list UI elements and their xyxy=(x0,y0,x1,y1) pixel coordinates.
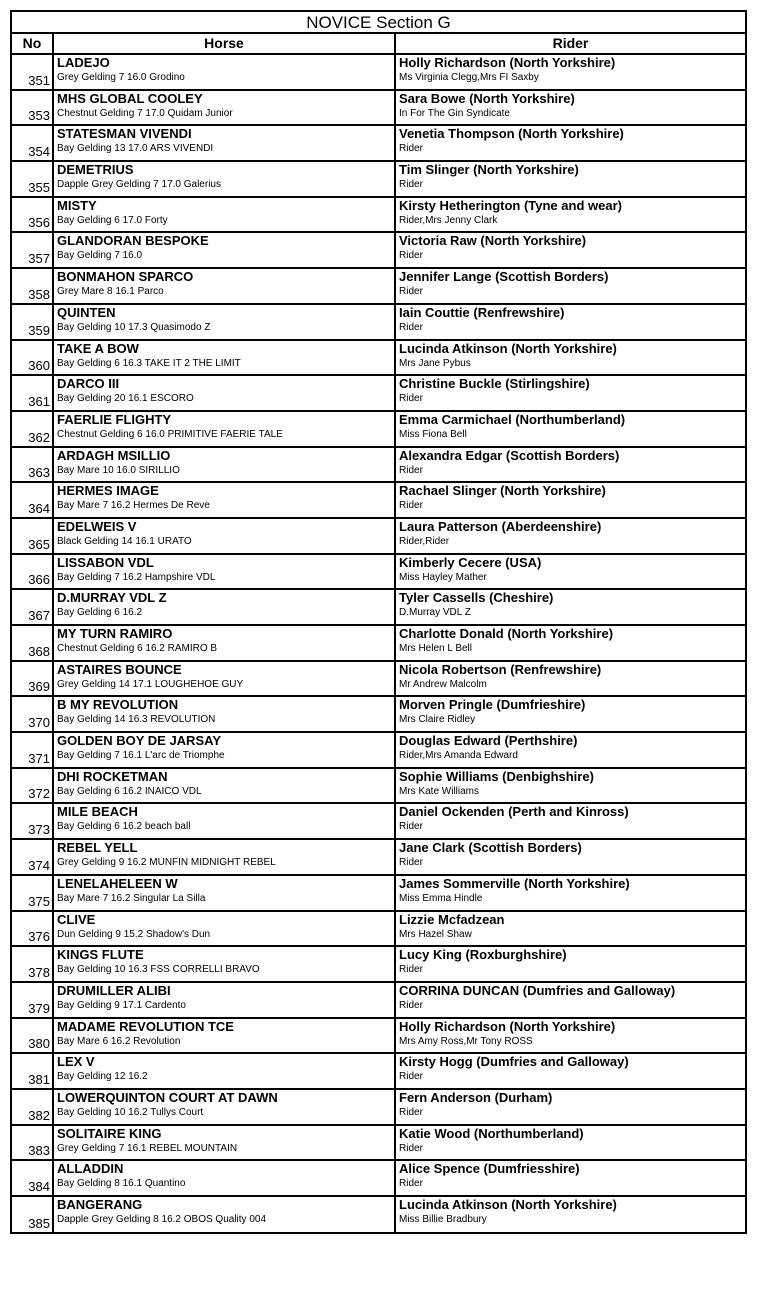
owner-name: D.Murray VDL Z xyxy=(399,607,471,619)
rider-cell xyxy=(395,482,745,518)
horse-cell xyxy=(53,197,395,233)
horse-name: MY TURN RAMIRO xyxy=(57,626,173,641)
rider-name: Christine Buckle (Stirlingshire) xyxy=(399,376,590,392)
horse-cell xyxy=(53,54,395,90)
table-row xyxy=(12,946,745,982)
horse-cell xyxy=(53,803,395,839)
horse-name: GLANDORAN BESPOKE xyxy=(57,233,209,249)
owner-name: Mrs Hazel Shaw xyxy=(399,928,472,940)
rider-cell xyxy=(395,732,745,768)
rider-cell xyxy=(395,1196,745,1232)
rider-name: Lucinda Atkinson (North Yorkshire) xyxy=(399,340,617,356)
horse-cell xyxy=(53,268,395,304)
horse-details: Bay Gelding 10 16.2 Tullys Court xyxy=(57,1106,204,1118)
rider-name: Tim Slinger (North Yorkshire) xyxy=(399,162,579,178)
rider-cell xyxy=(395,1053,745,1089)
table-row xyxy=(12,411,745,447)
rider-cell xyxy=(395,161,745,197)
entry-number: 381 xyxy=(12,1053,53,1089)
rider-name: Victoria Raw (North Yorkshire) xyxy=(399,233,587,249)
horse-details: Bay Gelding 6 16.2 xyxy=(57,607,143,619)
horse-name: BONMAHON SPARCO xyxy=(57,269,194,285)
horse-details: Bay Gelding 6 16.2 INAICO VDL xyxy=(57,785,202,797)
horse-details: Grey Gelding 9 16.2 MUNFIN MIDNIGHT REBEL xyxy=(57,857,276,869)
table-row xyxy=(12,125,745,161)
rider-cell xyxy=(395,982,745,1018)
owner-name: Rider xyxy=(399,999,423,1011)
rider-name: Fern Anderson (Durham) xyxy=(399,1089,553,1105)
entry-number: 353 xyxy=(12,90,53,126)
horse-name: REBEL YELL xyxy=(57,840,138,856)
entry-number: 372 xyxy=(12,768,53,804)
horse-name: LEX V xyxy=(57,1054,95,1070)
rider-name: James Sommerville (North Yorkshire) xyxy=(399,875,630,891)
rider-cell xyxy=(395,232,745,268)
table-row xyxy=(12,304,745,340)
header-row xyxy=(12,34,745,54)
owner-name: Rider xyxy=(399,179,423,191)
entry-number: 356 xyxy=(12,197,53,233)
horse-details: Grey Mare 8 16.1 Parco xyxy=(57,286,164,298)
horse-name: HERMES IMAGE xyxy=(57,483,159,499)
rider-cell xyxy=(395,839,745,875)
horse-cell xyxy=(53,518,395,554)
header-rider: Rider xyxy=(395,34,745,54)
horse-cell xyxy=(53,625,395,661)
table-row xyxy=(12,768,745,804)
table-row xyxy=(12,1018,745,1054)
horse-name: GOLDEN BOY DE JARSAY xyxy=(57,733,221,749)
entry-number: 361 xyxy=(12,375,53,411)
rider-cell xyxy=(395,625,745,661)
rider-name: Morven Pringle (Dumfrieshire) xyxy=(399,697,586,713)
table-row xyxy=(12,803,745,839)
owner-name: Miss Fiona Bell xyxy=(399,428,467,440)
owner-name: Rider xyxy=(399,321,423,333)
horse-cell xyxy=(53,1125,395,1161)
table-row xyxy=(12,1053,745,1089)
horse-details: Chestnut Gelding 7 17.0 Quidam Junior xyxy=(57,107,233,119)
entries-table xyxy=(12,34,745,1232)
entry-number: 385 xyxy=(12,1196,53,1232)
entry-number: 368 xyxy=(12,625,53,661)
horse-details: Chestnut Gelding 6 16.2 RAMIRO B xyxy=(57,643,218,654)
horse-name: LOWERQUINTON COURT AT DAWN xyxy=(57,1089,278,1105)
table-row xyxy=(12,1196,745,1232)
horse-cell xyxy=(53,589,395,625)
rider-name: CORRINA DUNCAN (Dumfries and Galloway) xyxy=(399,982,676,998)
entry-number: 373 xyxy=(12,803,53,839)
owner-name: In For The Gin Syndicate xyxy=(399,107,510,119)
owner-name: Rider,Mrs Jenny Clark xyxy=(399,214,498,226)
entry-number: 378 xyxy=(12,946,53,982)
horse-cell xyxy=(53,768,395,804)
rider-cell xyxy=(395,911,745,947)
rider-cell xyxy=(395,1018,745,1054)
horse-details: Dapple Grey Gelding 8 16.2 OBOS Quality 004 xyxy=(57,1214,267,1225)
horse-details: Bay Mare 10 16.0 SIRILLIO xyxy=(57,464,180,476)
horse-name: DRUMILLER ALIBI xyxy=(57,982,171,998)
rider-name: Charlotte Donald (North Yorkshire) xyxy=(399,626,614,641)
horse-name: CLIVE xyxy=(57,911,96,927)
owner-name: Rider xyxy=(399,250,423,262)
horse-details: Bay Mare 7 16.2 Hermes De Reve xyxy=(57,500,210,512)
owner-name: Rider xyxy=(399,821,423,833)
rider-name: Emma Carmichael (Northumberland) xyxy=(399,411,626,427)
table-row xyxy=(12,661,745,697)
rider-cell xyxy=(395,1125,745,1161)
entry-number: 375 xyxy=(12,875,53,911)
entry-number: 359 xyxy=(12,304,53,340)
horse-cell xyxy=(53,732,395,768)
owner-name: Rider xyxy=(399,857,423,869)
entry-number: 374 xyxy=(12,839,53,875)
horse-details: Bay Gelding 12 16.2 xyxy=(57,1071,148,1083)
horse-cell xyxy=(53,232,395,268)
rider-cell xyxy=(395,125,745,161)
rider-cell xyxy=(395,411,745,447)
table-row xyxy=(12,732,745,768)
owner-name: Ms Virginia Clegg,Mrs FI Saxby xyxy=(399,72,539,83)
entry-number: 360 xyxy=(12,340,53,376)
horse-cell xyxy=(53,447,395,483)
entry-number: 367 xyxy=(12,589,53,625)
table-row xyxy=(12,696,745,732)
entries-body xyxy=(12,54,745,1232)
entry-number: 351 xyxy=(12,54,53,90)
owner-name: Rider xyxy=(399,464,423,476)
horse-name: BANGERANG xyxy=(57,1197,143,1212)
table-row xyxy=(12,911,745,947)
horse-details: Bay Gelding 6 17.0 Forty xyxy=(57,214,168,226)
horse-details: Bay Gelding 9 17.1 Cardento xyxy=(57,999,186,1011)
table-row xyxy=(12,161,745,197)
horse-name: TAKE A BOW xyxy=(57,340,139,356)
table-row xyxy=(12,518,745,554)
table-row xyxy=(12,1089,745,1125)
owner-name: Rider,Mrs Amanda Edward xyxy=(399,750,518,762)
horse-name: MISTY xyxy=(57,197,97,213)
owner-name: Mrs Jane Pybus xyxy=(399,357,471,369)
rider-cell xyxy=(395,661,745,697)
owner-name: Rider xyxy=(399,393,423,405)
horse-name: SOLITAIRE KING xyxy=(57,1125,162,1141)
entry-number: 357 xyxy=(12,232,53,268)
rider-cell xyxy=(395,589,745,625)
rider-name: Holly Richardson (North Yorkshire) xyxy=(399,55,616,70)
table-row xyxy=(12,268,745,304)
owner-name: Rider xyxy=(399,500,423,512)
entry-number: 354 xyxy=(12,125,53,161)
rider-name: Laura Patterson (Aberdeenshire) xyxy=(399,518,602,534)
table-row xyxy=(12,375,745,411)
horse-name: B MY REVOLUTION xyxy=(57,697,179,713)
table-row xyxy=(12,197,745,233)
rider-cell xyxy=(395,197,745,233)
table-row xyxy=(12,625,745,661)
horse-cell xyxy=(53,90,395,126)
horse-details: Chestnut Gelding 6 16.0 PRIMITIVE FAERIE TALE xyxy=(57,428,283,440)
horse-name: QUINTEN xyxy=(57,304,116,320)
horse-name: FAERLIE FLIGHTY xyxy=(57,411,172,427)
horse-cell xyxy=(53,875,395,911)
rider-cell xyxy=(395,875,745,911)
horse-cell xyxy=(53,340,395,376)
owner-name: Rider xyxy=(399,1142,423,1154)
table-row xyxy=(12,447,745,483)
horse-details: Bay Gelding 14 16.3 REVOLUTION xyxy=(57,714,216,726)
entry-number: 379 xyxy=(12,982,53,1018)
table-row xyxy=(12,340,745,376)
rider-name: Kimberly Cecere (USA) xyxy=(399,554,542,570)
horse-cell xyxy=(53,304,395,340)
table-row xyxy=(12,554,745,590)
horse-cell xyxy=(53,911,395,947)
rider-cell xyxy=(395,768,745,804)
owner-name: Rider xyxy=(399,964,423,976)
rider-name: Venetia Thompson (North Yorkshire) xyxy=(399,126,624,142)
horse-details: Bay Mare 6 16.2 Revolution xyxy=(57,1035,181,1047)
horse-name: MHS GLOBAL COOLEY xyxy=(57,90,203,106)
entry-number: 362 xyxy=(12,411,53,447)
table-row xyxy=(12,1160,745,1196)
entry-number: 371 xyxy=(12,732,53,768)
horse-details: Bay Gelding 8 16.1 Quantino xyxy=(57,1178,186,1190)
rider-cell xyxy=(395,554,745,590)
horse-cell xyxy=(53,125,395,161)
horse-cell xyxy=(53,982,395,1018)
entry-number: 383 xyxy=(12,1125,53,1161)
horse-name: MILE BEACH xyxy=(57,804,138,820)
entry-number: 365 xyxy=(12,518,53,554)
horse-name: ALLADDIN xyxy=(57,1161,124,1177)
horse-details: Bay Gelding 10 16.3 FSS CORRELLI BRAVO xyxy=(57,964,260,976)
entry-number: 363 xyxy=(12,447,53,483)
entry-number: 380 xyxy=(12,1018,53,1054)
horse-details: Bay Gelding 6 16.2 beach ball xyxy=(57,821,191,833)
rider-name: Lizzie Mcfadzean xyxy=(399,911,505,927)
entry-number: 358 xyxy=(12,268,53,304)
horse-name: DEMETRIUS xyxy=(57,162,134,178)
horse-details: Dapple Grey Gelding 7 17.0 Galerius xyxy=(57,179,221,191)
entry-number: 370 xyxy=(12,696,53,732)
rider-name: Tyler Cassells (Cheshire) xyxy=(399,590,554,606)
rider-name: Iain Couttie (Renfrewshire) xyxy=(399,304,565,320)
horse-name: D.MURRAY VDL Z xyxy=(57,590,167,606)
rider-name: Daniel Ockenden (Perth and Kinross) xyxy=(399,804,629,820)
owner-name: Rider xyxy=(399,1178,423,1190)
rider-name: Jane Clark (Scottish Borders) xyxy=(399,840,582,856)
horse-details: Bay Gelding 20 16.1 ESCORO xyxy=(57,393,194,405)
horse-details: Dun Gelding 9 15.2 Shadow's Dun xyxy=(57,928,211,940)
rider-cell xyxy=(395,803,745,839)
horse-name: LADEJO xyxy=(57,55,110,70)
rider-cell xyxy=(395,447,745,483)
owner-name: Mrs Amy Ross,Mr Tony ROSS xyxy=(399,1035,533,1047)
horse-cell xyxy=(53,1196,395,1232)
horse-name: DARCO III xyxy=(57,376,120,392)
rider-cell xyxy=(395,1160,745,1196)
table-row xyxy=(12,232,745,268)
rider-name: Nicola Robertson (Renfrewshire) xyxy=(399,661,602,677)
horse-details: Bay Gelding 7 16.0 xyxy=(57,250,143,262)
rider-name: Sophie Williams (Denbighshire) xyxy=(399,768,594,784)
rider-cell xyxy=(395,268,745,304)
owner-name: Rider xyxy=(399,1106,423,1118)
rider-name: Sara Bowe (North Yorkshire) xyxy=(399,90,575,106)
rider-name: Kirsty Hetherington (Tyne and wear) xyxy=(399,197,622,213)
rider-cell xyxy=(395,375,745,411)
horse-cell xyxy=(53,661,395,697)
horse-name: LISSABON VDL xyxy=(57,554,154,570)
horse-cell xyxy=(53,839,395,875)
table-row xyxy=(12,54,745,90)
horse-details: Bay Gelding 13 17.0 ARS VIVENDI xyxy=(57,143,214,155)
rider-name: Lucy King (Roxburghshire) xyxy=(399,947,567,963)
rider-cell xyxy=(395,304,745,340)
horse-cell xyxy=(53,411,395,447)
horse-name: KINGS FLUTE xyxy=(57,947,144,963)
horse-cell xyxy=(53,696,395,732)
table-row xyxy=(12,982,745,1018)
rider-name: Jennifer Lange (Scottish Borders) xyxy=(399,269,609,285)
rider-cell xyxy=(395,696,745,732)
horse-details: Bay Gelding 10 17.3 Quasimodo Z xyxy=(57,321,211,333)
horse-name: LENELAHELEEN W xyxy=(57,875,178,891)
horse-details: Bay Mare 7 16.2 Singular La Silla xyxy=(57,892,206,904)
header-horse: Horse xyxy=(53,34,395,54)
rider-cell xyxy=(395,518,745,554)
horse-cell xyxy=(53,554,395,590)
rider-name: Alice Spence (Dumfriesshire) xyxy=(399,1161,580,1177)
entry-number: 364 xyxy=(12,482,53,518)
horse-cell xyxy=(53,1018,395,1054)
horse-details: Black Gelding 14 16.1 URATO xyxy=(57,535,192,547)
horse-details: Grey Gelding 14 17.1 LOUGHEHOE GUY xyxy=(57,678,244,690)
owner-name: Mrs Helen L Bell xyxy=(399,643,472,654)
horse-cell xyxy=(53,161,395,197)
horse-details: Bay Gelding 6 16.3 TAKE IT 2 THE LIMIT xyxy=(57,357,241,369)
owner-name: Miss Emma Hindle xyxy=(399,892,483,904)
rider-name: Kirsty Hogg (Dumfries and Galloway) xyxy=(399,1054,629,1070)
owner-name: Miss Billie Bradbury xyxy=(399,1214,487,1225)
horse-details: Grey Gelding 7 16.0 Grodino xyxy=(57,72,185,83)
owner-name: Rider xyxy=(399,143,423,155)
horse-cell xyxy=(53,482,395,518)
entry-number: 366 xyxy=(12,554,53,590)
rider-name: Lucinda Atkinson (North Yorkshire) xyxy=(399,1197,617,1212)
entry-number: 382 xyxy=(12,1089,53,1125)
horse-name: STATESMAN VIVENDI xyxy=(57,126,192,142)
rider-name: Holly Richardson (North Yorkshire) xyxy=(399,1018,616,1034)
owner-name: Rider,Rider xyxy=(399,535,450,547)
rider-name: Douglas Edward (Perthshire) xyxy=(399,733,578,749)
rider-cell xyxy=(395,90,745,126)
horse-name: DHI ROCKETMAN xyxy=(57,768,168,784)
header-no: No xyxy=(12,34,53,54)
horse-name: ARDAGH MSILLIO xyxy=(57,447,171,463)
horse-cell xyxy=(53,1160,395,1196)
horse-cell xyxy=(53,946,395,982)
owner-name: Mr Andrew Malcolm xyxy=(399,678,487,690)
rider-cell xyxy=(395,1089,745,1125)
rider-cell xyxy=(395,340,745,376)
table-row xyxy=(12,90,745,126)
rider-name: Alexandra Edgar (Scottish Borders) xyxy=(399,447,620,463)
horse-name: EDELWEIS V xyxy=(57,518,137,534)
rider-name: Rachael Slinger (North Yorkshire) xyxy=(399,483,606,499)
entry-number: 384 xyxy=(12,1160,53,1196)
owner-name: Mrs Kate Williams xyxy=(399,785,480,797)
horse-details: Bay Gelding 7 16.2 Hampshire VDL xyxy=(57,571,216,583)
section-title: NOVICE Section G xyxy=(12,12,745,34)
owner-name: Miss Hayley Mather xyxy=(399,571,487,583)
rider-cell xyxy=(395,54,745,90)
table-row xyxy=(12,589,745,625)
horse-cell xyxy=(53,1089,395,1125)
table-row xyxy=(12,482,745,518)
entries-sheet xyxy=(10,10,747,1234)
rider-name: Katie Wood (Northumberland) xyxy=(399,1125,584,1141)
table-row xyxy=(12,1125,745,1161)
entry-number: 355 xyxy=(12,161,53,197)
horse-name: ASTAIRES BOUNCE xyxy=(57,661,182,677)
rider-cell xyxy=(395,946,745,982)
entry-number: 369 xyxy=(12,661,53,697)
horse-details: Grey Gelding 7 16.1 REBEL MOUNTAIN xyxy=(57,1142,238,1154)
owner-name: Mrs Claire Ridley xyxy=(399,714,476,726)
horse-details: Bay Gelding 7 16.1 L'arc de Triomphe xyxy=(57,750,225,762)
entry-number: 376 xyxy=(12,911,53,947)
horse-cell xyxy=(53,1053,395,1089)
table-row xyxy=(12,875,745,911)
owner-name: Rider xyxy=(399,286,423,298)
table-row xyxy=(12,839,745,875)
horse-name: MADAME REVOLUTION TCE xyxy=(57,1018,234,1034)
owner-name: Rider xyxy=(399,1071,423,1083)
horse-cell xyxy=(53,375,395,411)
